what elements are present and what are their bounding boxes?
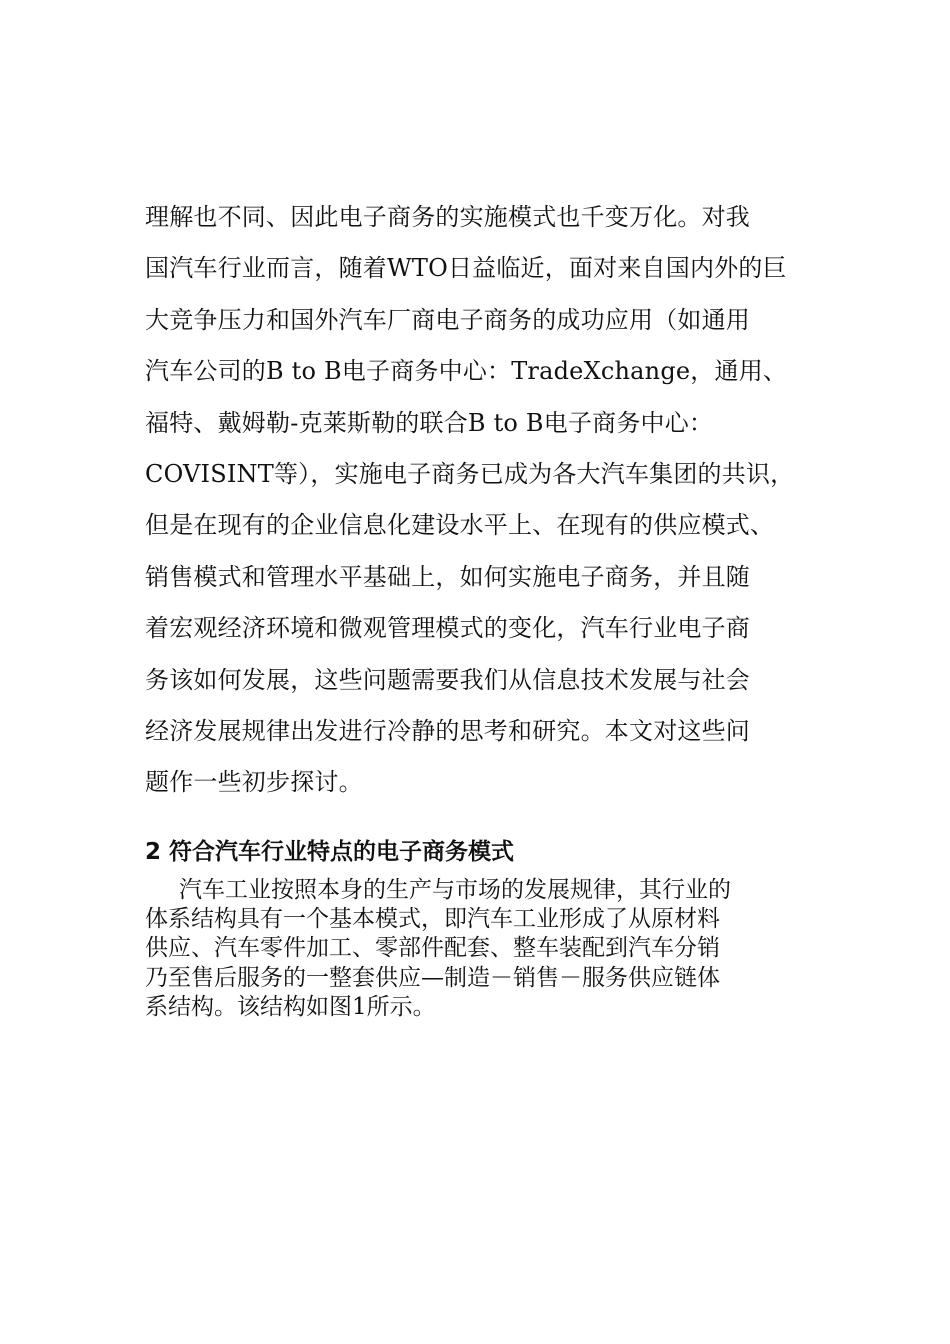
- paragraph-line: 大竞争压力和国外汽车厂商电子商务的成功应用（如通用: [145, 305, 750, 334]
- paragraph-line: 乃至售后服务的一整套供应—制造－销售－服务供应链体: [145, 964, 720, 991]
- paragraph-line: 务该如何发展，这些问题需要我们从信息技术发展与社会: [145, 665, 750, 694]
- paragraph-line: 但是在现有的企业信息化建设水平上、在现有的供应模式、: [145, 511, 775, 540]
- paragraph-line: 理解也不同、因此电子商务的实施模式也千变万化。对我: [145, 203, 750, 231]
- paragraph-line: 经济发展规律出发进行冷静的思考和研究。本文对这些问: [145, 716, 750, 745]
- paragraph-line: 福特、戴姆勒-克莱斯勒的联合B to B电子商务中心：: [145, 408, 714, 437]
- paragraph-line: 汽车工业按照本身的生产与市场的发展规律，其行业的: [179, 877, 731, 903]
- section-heading: 2 符合汽车行业特点的电子商务模式: [145, 839, 515, 865]
- paragraph-line: 体系结构具有一个基本模式，即汽车工业形成了从原材料: [145, 906, 720, 933]
- paragraph-line: 汽车公司的B to B电子商务中心：TradeXchange，通用、: [145, 357, 788, 386]
- paragraph-line: 销售模式和管理水平基础上，如何实施电子商务，并且随: [145, 562, 750, 591]
- body-paragraph-section-2: [145, 876, 805, 1022]
- paragraph-line: 供应、汽车零件加工、零部件配套、整车装配到汽车分销: [145, 935, 720, 962]
- paragraph-line: 题作一些初步探讨。: [145, 768, 363, 797]
- body-paragraph-intro: [145, 192, 815, 809]
- paragraph-line: COVISINT等），实施电子商务已成为各大汽车集团的共识，: [145, 459, 795, 488]
- paragraph-line: 系结构。该结构如图1所示。: [145, 993, 436, 1020]
- paragraph-line: 着宏观经济环境和微观管理模式的变化，汽车行业电子商: [145, 614, 750, 643]
- paragraph-line: 国汽车行业而言，随着WTO日益临近，面对来自国内外的巨: [145, 254, 787, 283]
